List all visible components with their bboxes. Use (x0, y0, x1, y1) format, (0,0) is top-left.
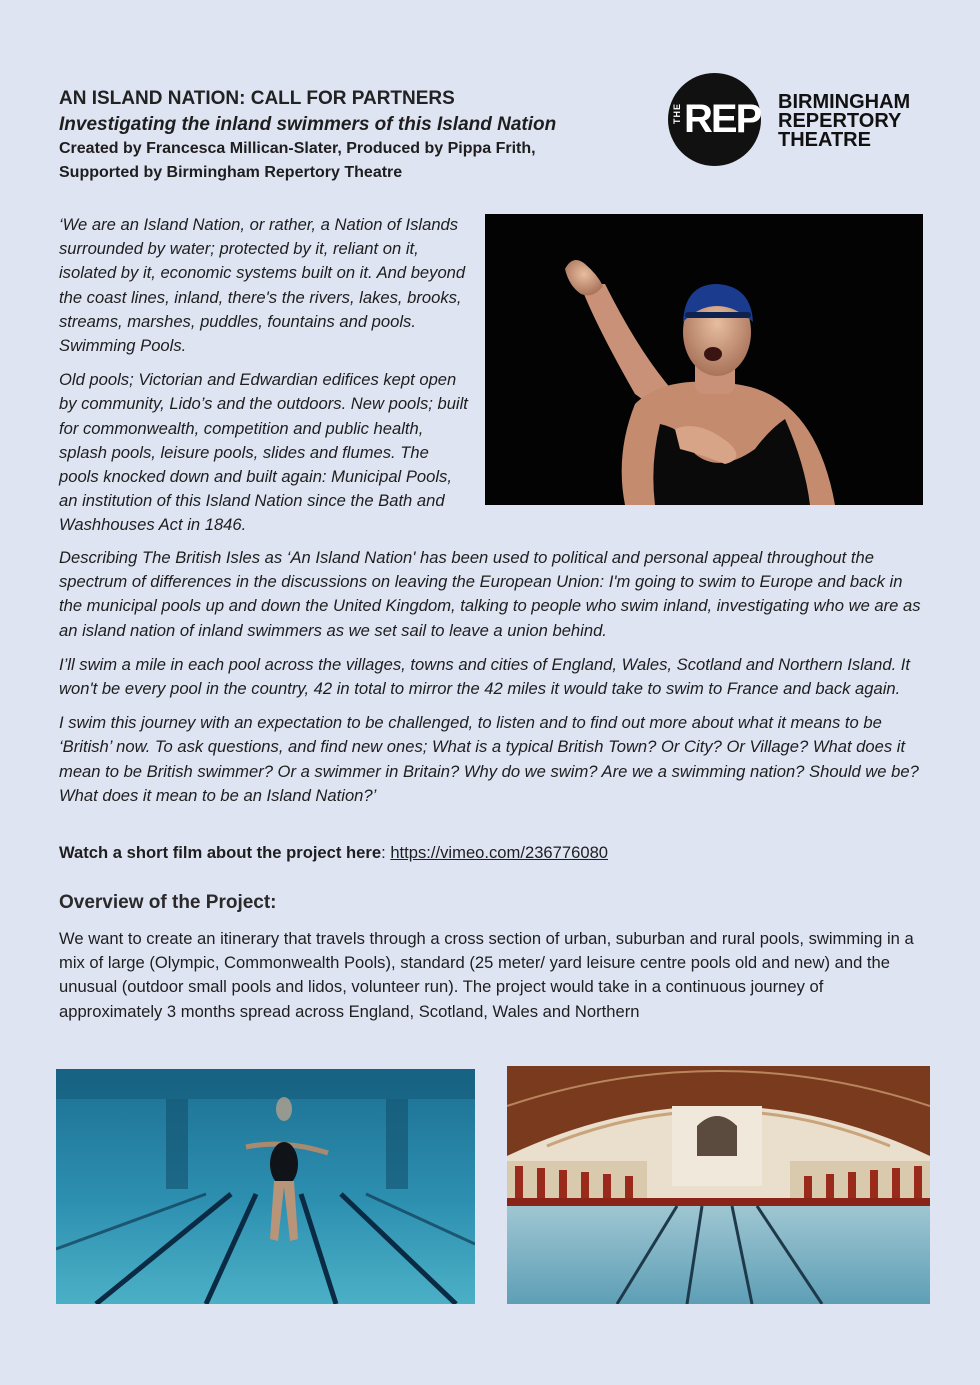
credit-line-2: Supported by Birmingham Repertory Theatre (59, 164, 403, 181)
watch-film-line (59, 841, 608, 865)
logo-line-3: THEATRE (778, 129, 871, 151)
document-subtitle: Investigating the inland swimmers of this Island Nation (59, 114, 557, 135)
overview-paragraph: We want to create an itinerary that travels through a cross section of urban, suburban and rural pools, swimming in a mix of large (Olympic, Commonwealth Pools), standard (25 meter/ yard leisure centre pools old and new) and the unusual (outdoor small pools and lidos, volunteer run). The project would take in a continuous journey of approximately 3 months spread across England, Scotland, Wales and Northern (59, 929, 914, 1021)
logo-line-1: BIRMINGHAM (778, 91, 911, 113)
victorian-pool-photo (507, 1066, 930, 1304)
body-paragraph-3: I swim this journey with an expectation to be challenged, to listen and to find out more about what it means to be ‘British’ now. To ask questions, and find new ones; What is a typical British Town? Or City? Or Village? What does it mean to be British swimmer? Or a swimmer in Britain? Why do we swim? Are we a swimming nation? Should we be? What does it mean to be an Island Nation?’ (59, 713, 919, 805)
body-paragraph-2: I’ll swim a mile in each pool across the villages, towns and cities of England, Wales, Scotland and Northern Island. It won't be every pool in the country, 42 in total to mirror the 42 miles it would take to swim to France and back again. (59, 654, 911, 699)
logo-line-2: REPERTORY (778, 110, 902, 132)
underwater-swimmer-photo (56, 1069, 475, 1304)
document-title: AN ISLAND NATION: CALL FOR PARTNERS (59, 88, 455, 109)
swimmer-performance-photo (485, 214, 923, 505)
credit-line-1: Created by Francesca Millican-Slater, Produced by Pippa Frith, (59, 140, 536, 157)
logo-the: THE (672, 103, 682, 124)
vimeo-link[interactable]: https://vimeo.com/236776080 (390, 843, 609, 862)
body-text (59, 546, 929, 818)
intro-quote (59, 213, 473, 548)
logo-wordmark (778, 93, 910, 150)
rep-logo (668, 73, 928, 168)
body-paragraph-1: Describing The British Isles as ‘An Island Nation' has been used to political and personal appeal throughout the spectrum of differences in the discussions on leaving the European Union: I'm going to swim to Europe and back in the municipal pools up and down the United Kingdom, talking to people who swim inland, investigating who we are as an island nation of inland swimmers as we set sail to leave a union behind. (59, 548, 921, 640)
rep-logo-mark (668, 73, 761, 166)
intro-paragraph-1: ‘We are an Island Nation, or rather, a Nation of Islands surrounded by water; protected by it, reliant on it, isolated by it, economic systems built on it. And beyond the coast lines, inland, there's the rivers, lakes, brooks, streams, marshes, puddles, fountains and pools. Swimming Pools. (59, 215, 466, 356)
logo-rep: REP (684, 97, 761, 141)
intro-paragraph-2: Old pools; Victorian and Edwardian edifices kept open by community, Lido’s and the outdoors. New pools; built for commonwealth, competition and public health, splash pools, leisure pools, slides and flumes. The pools knocked down and built again: Municipal Pools, an institution of this Island Nation since the Bath and Washhouses Act in 1846. (59, 370, 468, 535)
watch-label: Watch a short film about the project here (59, 843, 382, 862)
overview-heading: Overview of the Project: (59, 892, 277, 913)
document-header (59, 87, 649, 185)
watch-separator: : (381, 843, 391, 862)
